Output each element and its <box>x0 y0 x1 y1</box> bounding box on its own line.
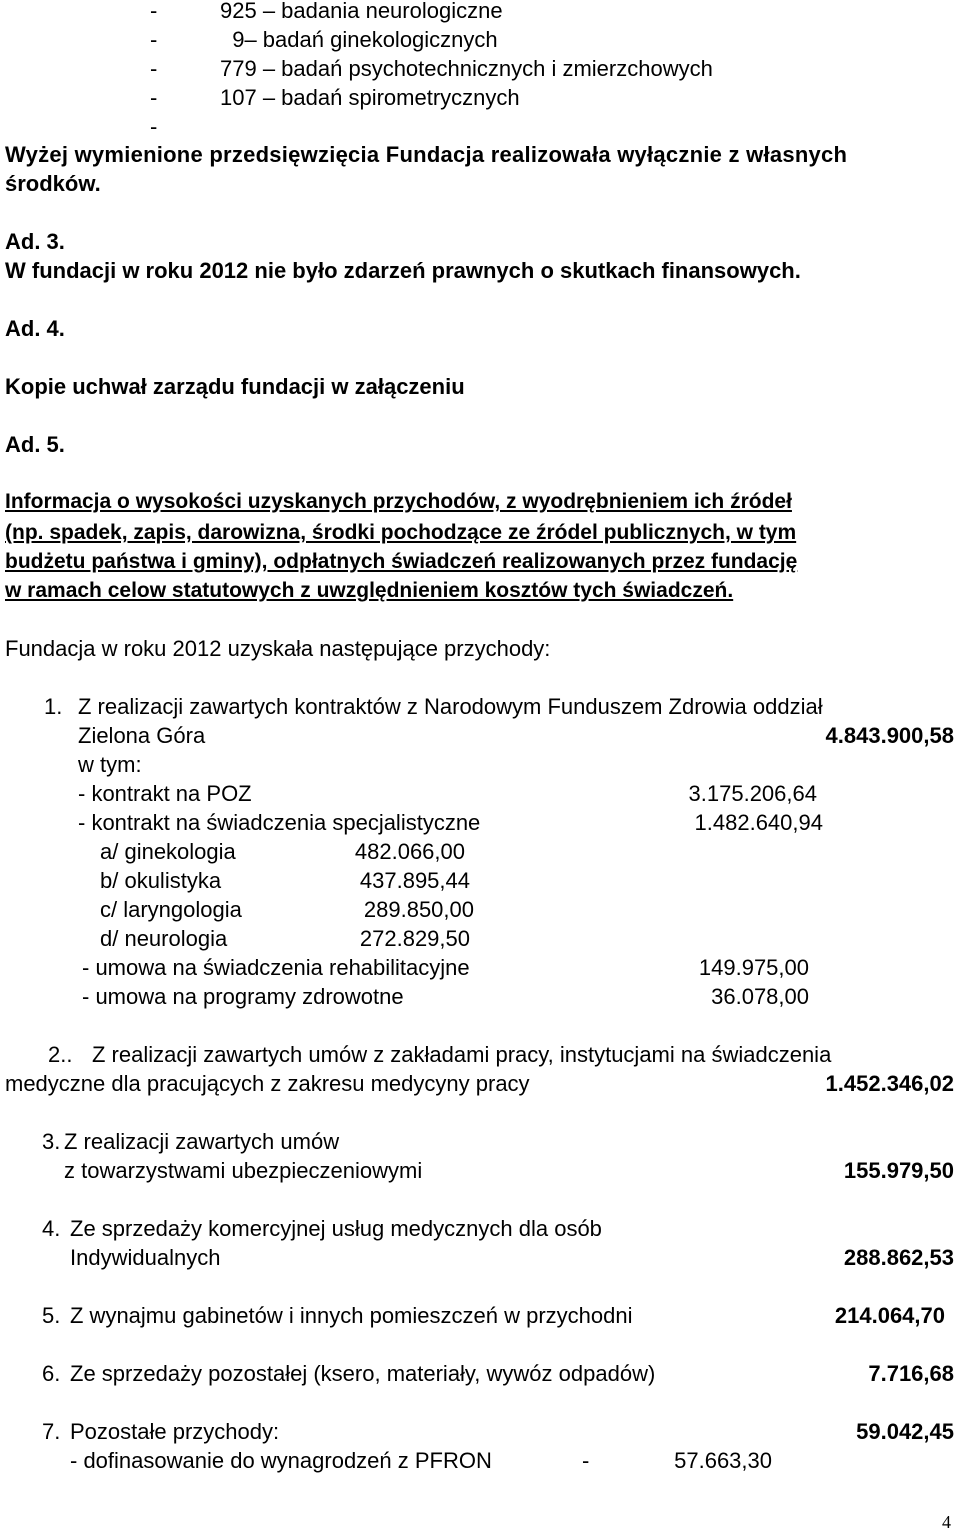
item-number: 5. <box>42 1303 61 1328</box>
heading-line: w ramach celow statutowych z uwzględnieniem kosztów tych świadczeń. <box>5 579 734 602</box>
specialty-label: d/ neurologia <box>100 926 228 951</box>
item-amount: 59.042,45 <box>856 1419 954 1444</box>
item-text-cont: z towarzystwami ubezpieczeniowymi <box>64 1158 423 1183</box>
list-item: - <box>150 114 158 139</box>
item-amount: 214.064,70 <box>834 1303 945 1328</box>
agreement-amount: 149.975,00 <box>698 955 809 980</box>
contract-label: - kontrakt na POZ <box>78 781 252 806</box>
ad3-label: Ad. 3. <box>5 229 65 254</box>
page-number: 4 <box>942 1512 951 1532</box>
contract-label: - kontrakt na świadczenia specjalistyczne <box>78 810 481 835</box>
item-text-cont: Indywidualnych <box>70 1245 221 1270</box>
list-item: - 9– badań ginekologicznych <box>150 27 498 52</box>
item-number: 7. <box>42 1419 61 1444</box>
agreement-label: - umowa na świadczenia rehabilitacyjne <box>82 955 470 980</box>
item-amount: 288.862,53 <box>843 1245 954 1270</box>
item-amount: 7.716,68 <box>868 1361 954 1386</box>
item-text-cont: Zielona Góra <box>78 723 206 748</box>
item-text-cont: medyczne dla pracujących z zakresu medycyny pracy <box>5 1071 530 1096</box>
list-item: - 925 – badania neurologiczne <box>150 0 503 23</box>
pfron-dash: - <box>582 1448 590 1473</box>
item-text: Ze sprzedaży pozostałej (ksero, materiały, wywóz odpadów) <box>70 1361 656 1386</box>
ad4-text: Kopie uchwał zarządu fundacji w załączeniu <box>5 374 465 399</box>
item-number: 2.. <box>48 1042 73 1067</box>
heading-line: Informacja o wysokości uzyskanych przychodów, z wyodrębnieniem ich źródeł <box>5 490 792 513</box>
specialty-amount: 289.850,00 <box>363 897 474 922</box>
breakdown-label: w tym: <box>78 752 142 777</box>
item-text: Z realizacji zawartych umów z zakładami pracy, instytucjami na świadczenia <box>92 1042 832 1067</box>
list-item: - 779 – badań psychotechnicznych i zmierzchowych <box>150 56 713 81</box>
specialty-amount: 437.895,44 <box>359 868 470 893</box>
specialty-label: a/ ginekologia <box>100 839 236 864</box>
agreement-amount: 36.078,00 <box>711 984 809 1009</box>
list-item: - 107 – badań spirometrycznych <box>150 85 520 110</box>
pfron-label: - dofinasowanie do wynagrodzeń z PFRON <box>70 1448 492 1473</box>
ad4-label: Ad. 4. <box>5 316 65 341</box>
item-number: 1. <box>44 694 63 719</box>
ad5-label: Ad. 5. <box>5 432 65 457</box>
item-number: 6. <box>42 1361 61 1386</box>
revenue-intro: Fundacja w roku 2012 uzyskała następujące przychody: <box>5 636 551 661</box>
item-text: Ze sprzedaży komercyjnej usług medycznych dla osób <box>70 1216 602 1241</box>
specialty-amount: 482.066,00 <box>354 839 465 864</box>
pfron-amount: 57.663,30 <box>674 1448 772 1473</box>
item-text: Z realizacji zawartych kontraktów z Narodowym Funduszem Zdrowia oddział <box>78 694 823 719</box>
item-amount: 1.452.346,02 <box>825 1071 954 1096</box>
specialty-amount: 272.829,50 <box>359 926 470 951</box>
agreement-label: - umowa na programy zdrowotne <box>82 984 404 1009</box>
contract-amount: 1.482.640,94 <box>694 810 823 835</box>
specialty-label: c/ laryngologia <box>100 897 242 922</box>
heading-line: (np. spadek, zapis, darowizna, środki pochodzące ze źródel publicznych, w tym <box>5 521 797 544</box>
contract-amount: 3.175.206,64 <box>688 781 817 806</box>
item-amount: 4.843.900,58 <box>825 723 954 748</box>
item-number: 4. <box>42 1216 61 1241</box>
item-text: Z wynajmu gabinetów i innych pomieszczeń w przychodni <box>70 1303 633 1328</box>
ad3-text: W fundacji w roku 2012 nie było zdarzeń prawnych o skutkach finansowych. <box>5 258 801 283</box>
own-funds-paragraph: Wyżej wymienione przedsięwzięcia Fundacja realizowała wyłącznie z własnych <box>5 142 848 167</box>
item-amount: 155.979,50 <box>843 1158 954 1183</box>
item-text: Pozostałe przychody: <box>70 1419 280 1444</box>
specialty-label: b/ okulistyka <box>100 868 222 893</box>
item-text: Z realizacji zawartych umów <box>64 1129 340 1154</box>
heading-line: budżetu państwa i gminy), odpłatnych świadczeń realizowanych przez fundację <box>5 550 798 573</box>
own-funds-paragraph-cont: środków. <box>5 171 101 196</box>
item-number: 3. <box>42 1129 61 1154</box>
